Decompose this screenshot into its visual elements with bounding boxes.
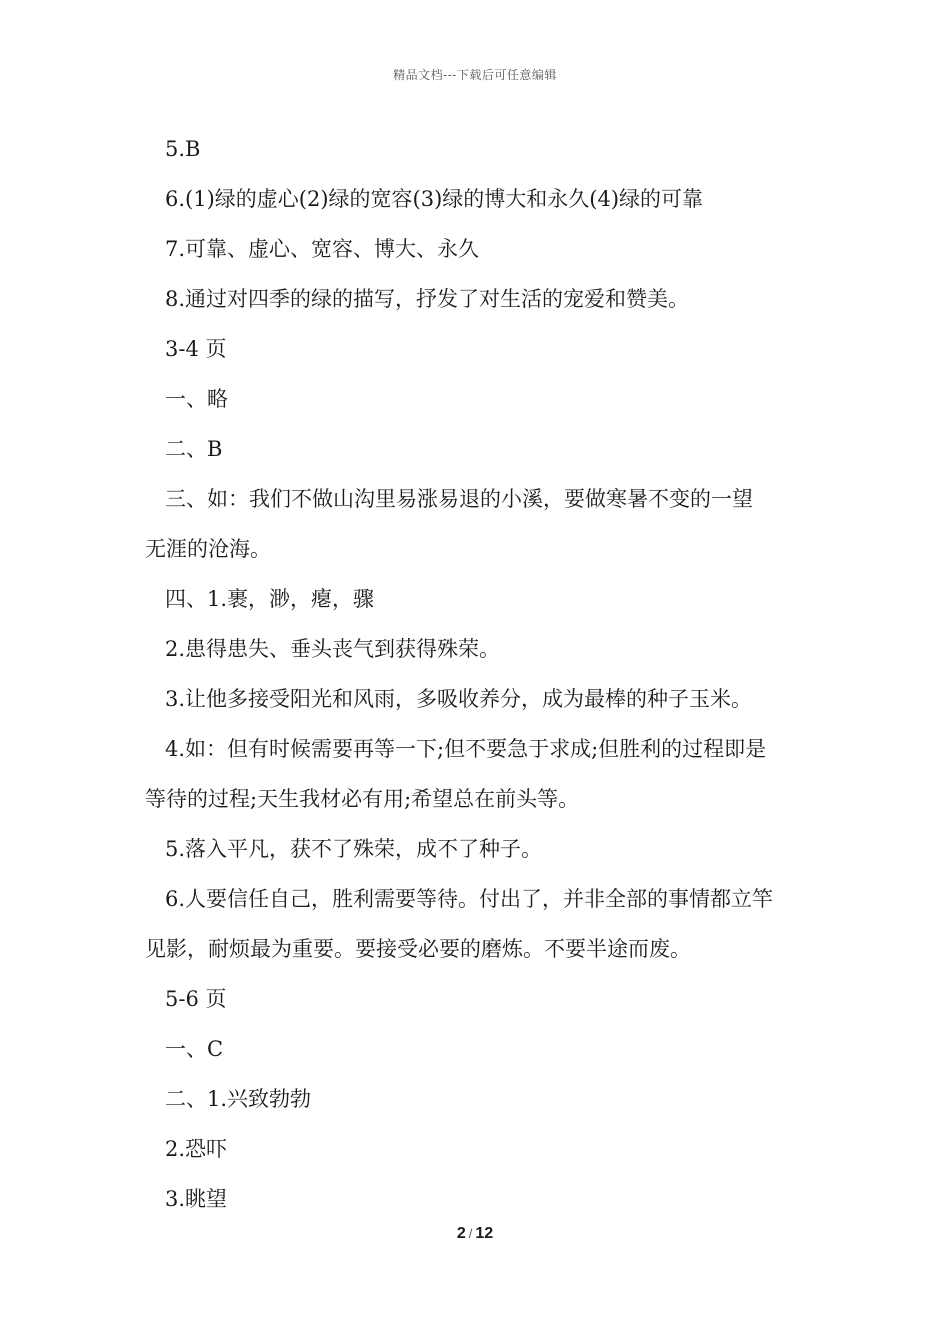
text-line: 一、C [165, 1037, 224, 1061]
text-line: 2.恐吓 [165, 1137, 228, 1161]
text-line: 无涯的沧海。 [145, 537, 271, 561]
text-line: 一、略 [165, 387, 228, 411]
text-line: 四、1.裹，渺，瘪，骤 [165, 587, 375, 611]
text-line: 3.眺望 [165, 1187, 228, 1211]
total-pages-number: 12 [475, 1225, 494, 1242]
text-line: 见影，耐烦最为重要。要接受必要的磨炼。不要半途而废。 [145, 937, 691, 961]
page-number [0, 1225, 950, 1243]
text-line: 3.让他多接受阳光和风雨，多吸收养分，成为最棒的种子玉米。 [165, 687, 753, 711]
text-line: 6.人要信任自己，胜利需要等待。付出了，并非全部的事情都立竿 [165, 887, 774, 911]
text-line: 二、B [165, 437, 223, 461]
page-header: 精品文档---下载后可任意编辑 [393, 68, 557, 82]
text-line: 等待的过程;天生我材必有用;希望总在前头等。 [145, 787, 580, 811]
text-line: 4.如：但有时候需要再等一下;但不要急于求成;但胜利的过程即是 [165, 737, 767, 761]
text-line: 3-4 页 [165, 337, 227, 361]
text-line: 5.B [165, 137, 201, 161]
current-page-number: 2 [456, 1225, 466, 1242]
text-line: 5-6 页 [165, 987, 227, 1011]
text-line: 三、如：我们不做山沟里易涨易退的小溪，要做寒暑不变的一望 [165, 487, 753, 511]
text-line: 5.落入平凡，获不了殊荣，成不了种子。 [165, 837, 543, 861]
document-body [145, 124, 810, 1224]
text-line: 6.(1)绿的虚心(2)绿的宽容(3)绿的博大和永久(4)绿的可靠 [165, 187, 704, 211]
text-line: 二、1.兴致勃勃 [165, 1087, 312, 1111]
page-separator: / [468, 1226, 473, 1241]
text-line: 7.可靠、虚心、宽容、博大、永久 [165, 237, 480, 261]
text-line: 2.患得患失、垂头丧气到获得殊荣。 [165, 637, 501, 661]
text-line: 8.通过对四季的绿的描写，抒发了对生活的宠爱和赞美。 [165, 287, 690, 311]
